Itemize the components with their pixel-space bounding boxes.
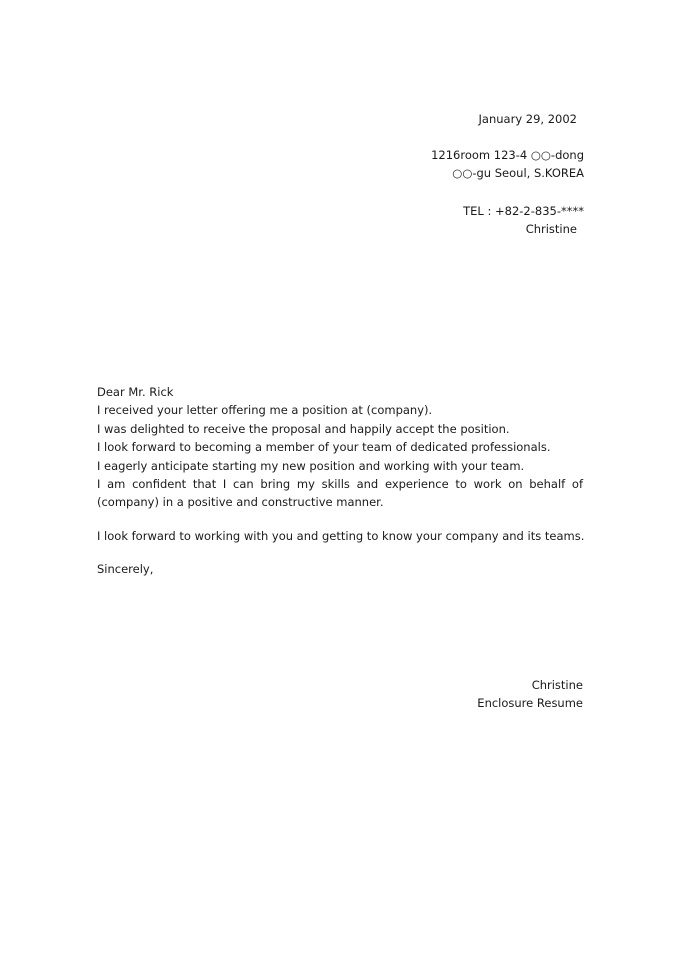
letter-body xyxy=(97,383,583,579)
sender-telephone: TEL : +82-2-835-**** xyxy=(463,204,584,218)
body-line: I look forward to becoming a member of your team of dedicated professionals. xyxy=(97,440,551,455)
body-line: I eagerly anticipate starting my new position and working with your team. xyxy=(97,458,525,473)
sender-name: Christine xyxy=(525,222,577,236)
salutation: Dear Mr. Rick xyxy=(97,385,174,399)
body-line: (company) in a positive and constructive manner. xyxy=(97,495,384,510)
letter-date: January 29, 2002 xyxy=(478,112,577,126)
closing-paragraph: I look forward to working with you and getting to know your company and its teams. xyxy=(97,528,585,543)
enclosure-note: Enclosure Resume xyxy=(477,696,583,710)
body-line: I am confident that I can bring my skills and experience to work on behalf of xyxy=(97,477,583,492)
sender-address-line2: ○○-gu Seoul, S.KOREA xyxy=(452,166,584,180)
sign-off: Sincerely, xyxy=(97,562,154,577)
body-line: I was delighted to receive the proposal and happily accept the position. xyxy=(97,421,510,436)
sender-address-line1: 1216room 123-4 ○○-dong xyxy=(431,148,584,162)
signature-name: Christine xyxy=(531,678,583,692)
body-line: I received your letter offering me a position at (company). xyxy=(97,403,433,418)
